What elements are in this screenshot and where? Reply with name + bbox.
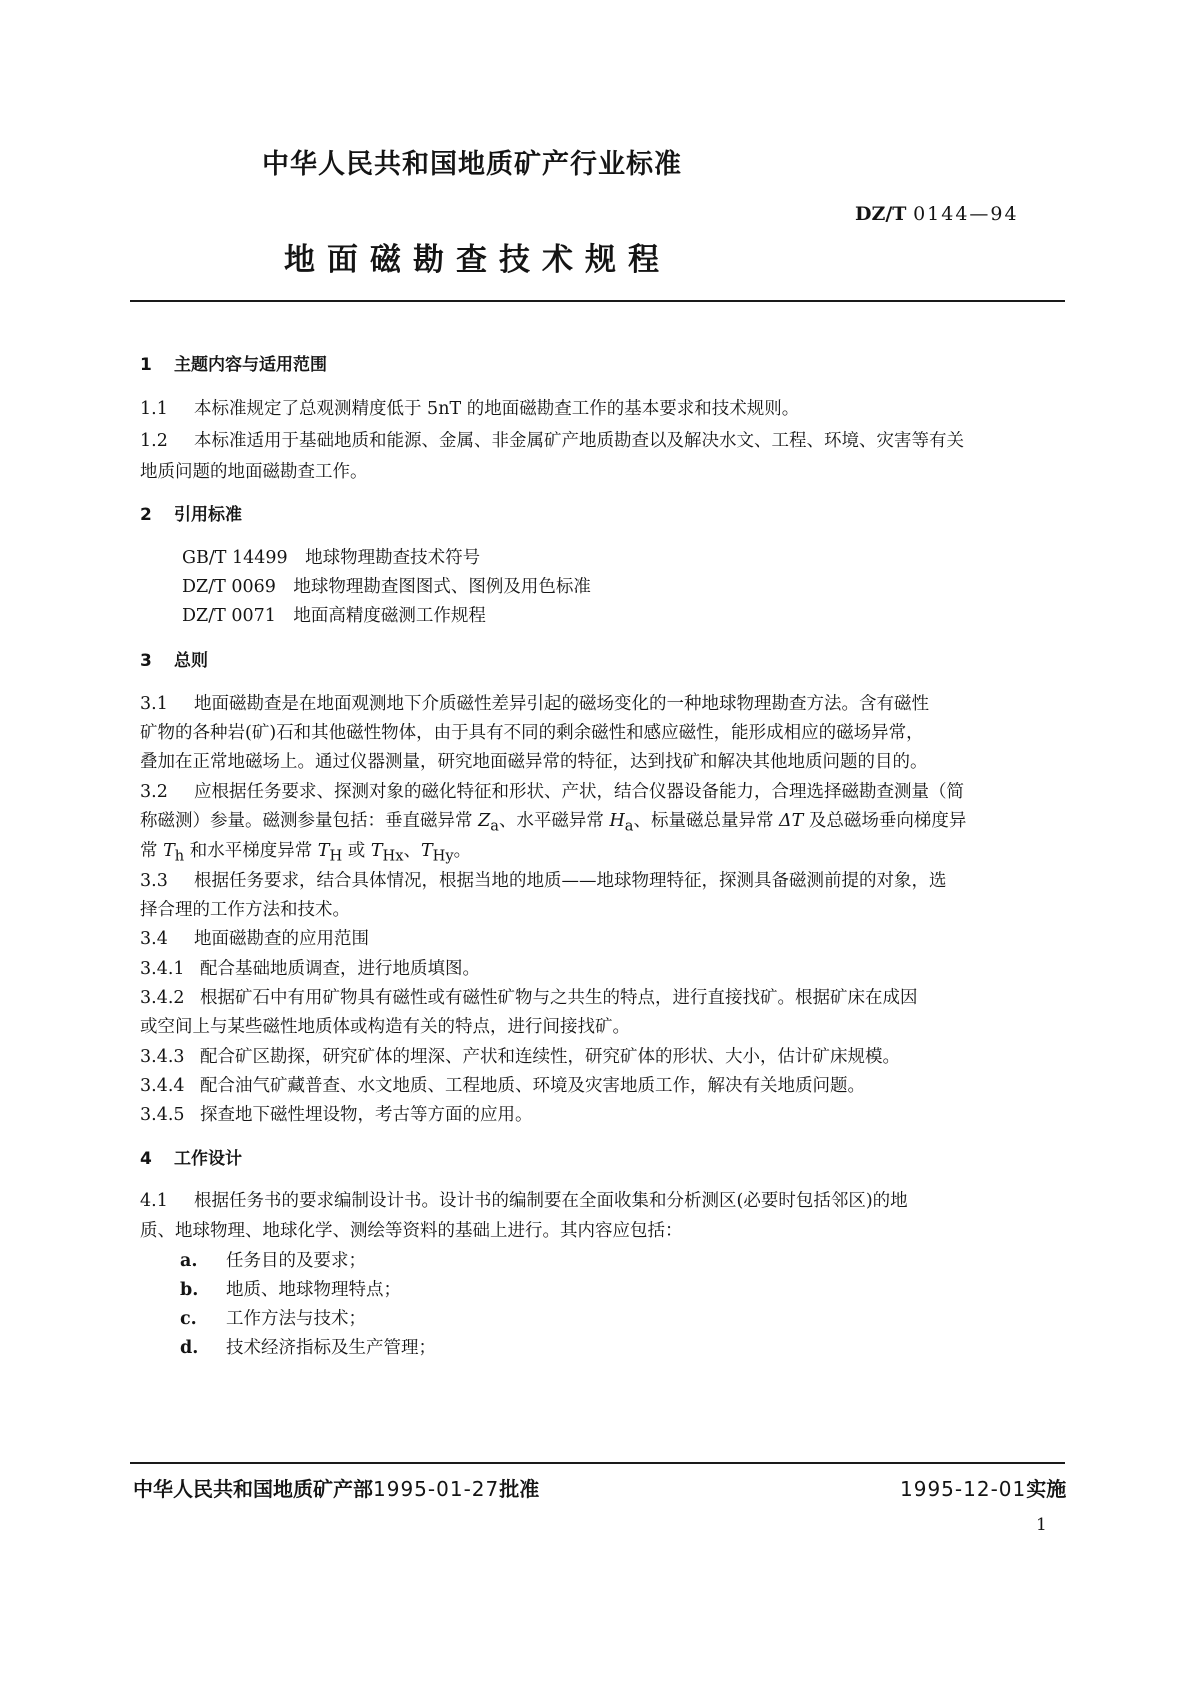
symbol-h: H — [609, 811, 625, 831]
effective-label: 实施 — [1026, 1477, 1067, 1501]
clause-3-4-1 — [140, 955, 480, 980]
symbol-t: T — [370, 841, 383, 861]
approval-line — [133, 1473, 539, 1502]
approval-date: 1995-01-27 — [373, 1477, 500, 1501]
symbol-subscript: a — [490, 817, 499, 835]
clause-text: 本标准规定了总观测精度低于 5nT 的地面磁勘查工作的基本要求和技术规则。 — [194, 399, 800, 419]
clause-number: 3.4.4 — [140, 1076, 185, 1096]
clause-3-1 — [140, 690, 929, 715]
standard-code-prefix: DZ/T — [855, 203, 907, 225]
list-item-label: a. — [180, 1251, 198, 1271]
symbol-subscript: Hy — [432, 847, 454, 865]
list-item-text: 工作方法与技术； — [226, 1309, 366, 1329]
clause-3-3-continuation: 择合理的工作方法和技术。 — [140, 900, 350, 920]
clause-4-1 — [140, 1187, 908, 1212]
clause-text: 探查地下磁性埋设物，考古等方面的应用。 — [200, 1105, 533, 1125]
page-number: 1 — [1036, 1515, 1047, 1535]
symbol-delta-t: ΔT — [779, 811, 804, 831]
clause-text: 配合基础地质调查，进行地质填图。 — [200, 959, 480, 979]
list-item — [180, 1305, 366, 1330]
industry-standard-title: 中华人民共和国地质矿产行业标准 — [262, 149, 682, 180]
section-number: 2 — [140, 505, 152, 525]
effective-date: 1995-12-01 — [900, 1477, 1027, 1501]
clause-3-2-line-3 — [140, 837, 471, 865]
list-item-label: d. — [180, 1338, 199, 1358]
reference-standard-1: GB/T 14499 地球物理勘查技术符号 — [182, 548, 481, 568]
section-3-heading — [140, 646, 208, 671]
effective-line — [900, 1473, 1066, 1502]
document-title: 地面磁勘查技术规程 — [284, 242, 671, 278]
list-item-text: 地质、地球物理特点； — [226, 1280, 401, 1300]
header-divider — [130, 300, 1065, 302]
clause-number: 1.1 — [140, 399, 168, 419]
footer-divider — [130, 1462, 1065, 1464]
clause-3-4-2-continuation: 或空间上与某些磁性地质体或构造有关的特点，进行间接找矿。 — [140, 1017, 630, 1037]
clause-3-3 — [140, 867, 947, 892]
section-1-heading — [140, 350, 327, 375]
clause-text: 根据任务书的要求编制设计书。设计书的编制要在全面收集和分析测区(必要时包括邻区)的地 — [194, 1191, 908, 1211]
list-item-label: c. — [180, 1309, 197, 1329]
clause-text: 地面磁勘查是在地面观测地下介质磁性差异引起的磁场变化的一种地球物理勘查方法。含有磁性 — [194, 694, 929, 714]
clause-3-4-2 — [140, 984, 918, 1009]
list-item-label: b. — [180, 1280, 199, 1300]
clause-1-2-continuation: 地质问题的地面磁勘查工作。 — [140, 462, 368, 482]
text-run: 常 — [140, 841, 164, 861]
clause-number: 3.4.1 — [140, 959, 185, 979]
clause-4-1-continuation: 质、地球物理、地球化学、测绘等资料的基础上进行。其内容应包括： — [140, 1221, 683, 1241]
symbol-subscript: Hx — [382, 847, 404, 865]
text-run: 及总磁场垂向梯度异 — [803, 811, 967, 831]
clause-3-4 — [140, 925, 369, 950]
clause-text: 地面磁勘查的应用范围 — [194, 929, 369, 949]
text-run: 。 — [453, 841, 472, 861]
clause-text: 配合油气矿藏普查、水文地质、工程地质、环境及灾害地质工作，解决有关地质问题。 — [200, 1076, 865, 1096]
clause-text: 本标准适用于基础地质和能源、金属、非金属矿产地质勘查以及解决水文、工程、环境、灾害等有关 — [194, 431, 964, 451]
symbol-t: T — [317, 841, 330, 861]
clause-1-2 — [140, 427, 964, 452]
section-number: 3 — [140, 651, 152, 671]
clause-3-4-3 — [140, 1043, 900, 1068]
text-run: 、标量磁总量异常 — [633, 811, 780, 831]
clause-number: 3.4 — [140, 929, 168, 949]
text-run: 、水平磁异常 — [498, 811, 610, 831]
reference-standard-2: DZ/T 0069 地球物理勘查图图式、图例及用色标准 — [182, 577, 591, 597]
section-number: 4 — [140, 1149, 152, 1169]
list-item-text: 技术经济指标及生产管理； — [226, 1338, 436, 1358]
text-run: 称磁测）参量。磁测参量包括：垂直磁异常 — [140, 811, 479, 831]
list-item — [180, 1247, 366, 1272]
clause-text: 应根据任务要求、探测对象的磁化特征和形状、产状，结合仪器设备能力，合理选择磁勘查测量（简 — [194, 782, 964, 802]
issuer: 中华人民共和国地质矿产部 — [133, 1477, 373, 1501]
clause-3-2 — [140, 778, 964, 803]
clause-number: 3.4.3 — [140, 1047, 185, 1067]
clause-3-4-4 — [140, 1072, 865, 1097]
clause-3-2-line-2 — [140, 807, 966, 835]
reference-standard-3: DZ/T 0071 地面高精度磁测工作规程 — [182, 606, 486, 626]
clause-text: 根据任务要求，结合具体情况，根据当地的地质——地球物理特征，探测具备磁测前提的对象，选 — [194, 871, 947, 891]
clause-number: 1.2 — [140, 431, 168, 451]
clause-text: 根据矿石中有用矿物具有磁性或有磁性矿物与之共生的特点，进行直接找矿。根据矿床在成因 — [200, 988, 918, 1008]
symbol-z: Z — [478, 811, 491, 831]
symbol-subscript: a — [624, 817, 634, 835]
clause-text: 配合矿区勘探，研究矿体的埋深、产状和连续性，研究矿体的形状、大小，估计矿床规模。 — [200, 1047, 900, 1067]
clause-3-1-line-2: 矿物的各种岩(矿)石和其他磁性物体，由于具有不同的剩余磁性和感应磁性，能形成相应的磁场异常， — [140, 723, 924, 743]
list-item — [180, 1276, 401, 1301]
standard-code — [855, 203, 1019, 225]
section-4-heading — [140, 1144, 242, 1169]
section-title: 主题内容与适用范围 — [174, 355, 327, 375]
section-number: 1 — [140, 355, 152, 375]
clause-number: 3.4.2 — [140, 988, 185, 1008]
approval-label: 批准 — [499, 1477, 540, 1501]
clause-number: 3.2 — [140, 782, 168, 802]
section-title: 总则 — [174, 651, 208, 671]
text-run: 和水平梯度异常 — [184, 841, 318, 861]
symbol-t: T — [420, 841, 433, 861]
symbol-t: T — [163, 841, 175, 861]
clause-number: 3.1 — [140, 694, 168, 714]
standard-code-number: 0144—94 — [913, 203, 1019, 225]
clause-number: 4.1 — [140, 1191, 168, 1211]
section-title: 引用标准 — [174, 505, 242, 525]
symbol-subscript: h — [174, 847, 185, 865]
clause-3-4-5 — [140, 1101, 533, 1126]
section-2-heading — [140, 500, 242, 525]
list-item-text: 任务目的及要求； — [226, 1251, 366, 1271]
text-run: 、 — [403, 841, 421, 861]
text-run: 或 — [342, 841, 371, 861]
list-item — [180, 1334, 436, 1359]
clause-number: 3.4.5 — [140, 1105, 185, 1125]
section-title: 工作设计 — [174, 1149, 242, 1169]
clause-1-1 — [140, 395, 799, 420]
clause-3-1-line-3: 叠加在正常地磁场上。通过仪器测量，研究地面磁异常的特征，达到找矿和解决其他地质问题的目的。 — [140, 752, 928, 772]
clause-number: 3.3 — [140, 871, 168, 891]
symbol-subscript: H — [329, 847, 343, 865]
